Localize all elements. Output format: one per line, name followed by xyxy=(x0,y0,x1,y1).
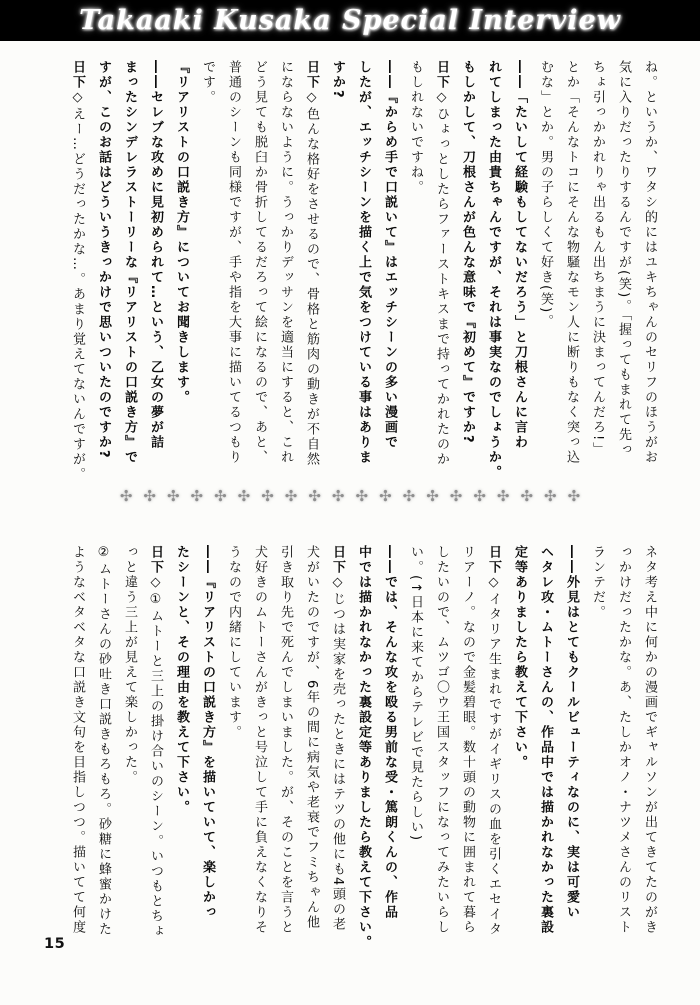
text-column xyxy=(168,545,194,951)
text-segment: ね。というか、ワタシ的にはユキちゃんのセリフのほうがお xyxy=(642,60,657,465)
text-segment: ①ムトーと三上の掛け合いのシーン。いつもとちょ xyxy=(148,592,163,939)
text-column xyxy=(636,60,662,484)
bold-text-segment: ――『リアリストの口説き方』を描いていて、楽しかっ xyxy=(200,545,215,920)
text-segment: い。(↑日本に来てからテレビで見たらしい) xyxy=(408,545,423,843)
text-segment: 気に入りだったりするんですが(笑)。「握ってもまれて先っ xyxy=(616,60,631,458)
text-segment: イタリア生まれですがイギリスの血を引くエセイタ xyxy=(486,592,501,937)
text-column xyxy=(298,545,324,951)
text-segment: っと違う三上が見えて楽しかった。 xyxy=(122,545,137,785)
text-column xyxy=(350,60,376,484)
text-column xyxy=(324,545,350,951)
text-column xyxy=(272,545,298,951)
bold-text-segment: ――セレブな攻めに見初められて…という、乙女の夢が詰 xyxy=(148,60,163,450)
text-column xyxy=(402,60,428,484)
text-column xyxy=(506,60,532,484)
text-column xyxy=(64,60,90,484)
text-column xyxy=(64,545,90,951)
header-banner xyxy=(0,0,700,41)
sparkle-divider: ✣✣✣✣✣✣✣✣✣✣✣✣✣✣✣✣✣✣✣✣ xyxy=(119,487,592,505)
text-segment: ようなベタベタな口説き文句を目指しつつ。描いてて何度 xyxy=(70,545,85,935)
text-column xyxy=(454,60,480,484)
bold-text-segment: すが、このお話はどういうきっかけで思いついたのですか? xyxy=(96,60,111,460)
bold-text-segment: 中では描かれなかった裏設定等ありましたら教えて下さい。 xyxy=(356,545,371,950)
text-column xyxy=(428,545,454,951)
text-column xyxy=(194,545,220,951)
text-column xyxy=(480,60,506,484)
text-segment: えー…どうだったかな…。あまり覚えてないんですが。 xyxy=(70,107,85,482)
bold-text-segment: 日下◇ xyxy=(70,60,85,107)
text-segment: もしれないですね。 xyxy=(408,60,423,195)
interview-text-block-bottom xyxy=(64,545,662,951)
bold-text-segment: 『リアリストの口説き方』についてお聞きします。 xyxy=(174,60,189,405)
text-column xyxy=(220,545,246,951)
text-segment: どう見ても脱臼か骨折してるだろって絵になるので、あと、 xyxy=(252,60,267,465)
bold-text-segment: したが、エッチシーンを描く上で気をつけている事はありま xyxy=(356,60,371,465)
text-column xyxy=(558,545,584,951)
text-column xyxy=(376,545,402,951)
text-column xyxy=(90,60,116,484)
bold-text-segment: 日下◇ xyxy=(148,545,163,592)
bold-text-segment: ――「たいして経験もしてないだろう」と刀根さんに言わ xyxy=(512,60,527,450)
text-column xyxy=(194,60,220,484)
text-column xyxy=(246,60,272,484)
bold-text-segment: 日下◇ xyxy=(434,60,449,107)
text-column xyxy=(90,545,116,951)
interview-text-block-top xyxy=(64,60,662,484)
text-segment: とか「そんなトコにそんな物騒なモン人に断りもなく突っ込 xyxy=(564,60,579,465)
text-segment: 引き取り先で死んでしまいました。が、そのことを言うと xyxy=(278,545,293,935)
text-column xyxy=(584,545,610,951)
text-segment: っかけだったかな。あ、たしかオノ・ナツメさんのリスト xyxy=(616,545,631,935)
bold-text-segment: 日下◇ xyxy=(304,60,319,107)
text-column xyxy=(532,60,558,484)
text-column xyxy=(610,545,636,951)
text-column xyxy=(532,545,558,951)
bold-text-segment: ――『からめ手で口説いて』はエッチシーンの多い漫画で xyxy=(382,60,397,450)
text-column xyxy=(168,60,194,484)
text-segment: ランテだ。 xyxy=(590,545,605,620)
text-column xyxy=(480,545,506,951)
text-column xyxy=(324,60,350,484)
bold-text-segment: まったシンデレラストーリーな『リアリストの口説き方』で xyxy=(122,60,137,465)
text-column xyxy=(142,60,168,484)
text-column xyxy=(428,60,454,484)
text-segment: ②ムトーさんの砂吐き口説きもろもろ。砂糖に蜂蜜かけた xyxy=(96,545,111,937)
text-column xyxy=(350,545,376,951)
text-segment: 犬がいたのですが、6年の間に病気や老衰でフミちゃん他 xyxy=(304,545,319,931)
text-segment: じつは実家を売ったときにはテツの他にも4頭の老 xyxy=(330,592,345,933)
text-column xyxy=(610,60,636,484)
text-segment: うなので内緒にしています。 xyxy=(226,545,241,740)
text-column xyxy=(376,60,402,484)
text-column xyxy=(272,60,298,484)
bold-text-segment: ヘタレ攻・ムトーさんの、作品中では描かれなかった裏設 xyxy=(538,545,553,935)
bold-text-segment: 日下◇ xyxy=(486,545,501,592)
page-number: 15 xyxy=(44,936,66,952)
bold-text-segment: れてしまった由貴ちゃんですが、それは事実なのでしょうか。 xyxy=(486,60,501,480)
text-segment: です。 xyxy=(200,60,215,105)
text-segment: リアーノ。なので金髪碧眼。数十頭の動物に囲まれて暮ら xyxy=(460,545,475,935)
text-segment: ネタ考え中に何かの漫画でギャルソンが出てきてたのがき xyxy=(642,545,657,935)
bold-text-segment: 定等ありましたら教えて下さい。 xyxy=(512,545,527,770)
text-segment: むな」とか。男の子らしくて好き(笑)。 xyxy=(538,60,553,330)
text-column xyxy=(402,545,428,951)
text-column xyxy=(558,60,584,484)
text-column xyxy=(454,545,480,951)
text-segment: 普通のシーンも同様ですが、手や指を大事に描いてるつもり xyxy=(226,60,241,465)
text-column xyxy=(298,60,324,484)
text-column xyxy=(116,545,142,951)
text-segment: ひょっとしたらファーストキスまで持ってかれたのか xyxy=(434,107,449,467)
text-column xyxy=(506,545,532,951)
text-column xyxy=(584,60,610,484)
text-segment: 犬好きのムトーさんがきっと号泣して手に負えなくなりそ xyxy=(252,545,267,935)
text-segment: にならないように。うっかりデッサンを適当にすると、これ xyxy=(278,60,293,465)
bold-text-segment: たシーンと、その理由を教えて下さい。 xyxy=(174,545,189,815)
bold-text-segment: もしかして、刀根さんが色んな意味で『初めて』ですか? xyxy=(460,60,475,445)
bold-text-segment: ――では、そんな攻を殴る男前な受・篤朗くんの、作品 xyxy=(382,545,397,920)
text-segment: したいので、ムツゴ〇ウ王国スタッフになってみたいらし xyxy=(434,545,449,935)
bold-text-segment: すか? xyxy=(330,60,345,100)
text-column xyxy=(220,60,246,484)
text-segment: 色んな格好をさせるので、骨格と筋肉の動きが不自然 xyxy=(304,107,319,467)
bold-text-segment: ――外見はとてもクールビューティなのに、実は可愛い xyxy=(564,545,579,920)
text-column xyxy=(142,545,168,951)
text-column xyxy=(636,545,662,951)
bold-text-segment: 日下◇ xyxy=(330,545,345,592)
text-column xyxy=(116,60,142,484)
text-segment: ちょ引っかかれりゃ出るもん出ちまうに決まってんだろ!」 xyxy=(590,60,605,458)
page-title: Takaaki Kusaka Special Interview xyxy=(79,5,621,36)
text-column xyxy=(246,545,272,951)
